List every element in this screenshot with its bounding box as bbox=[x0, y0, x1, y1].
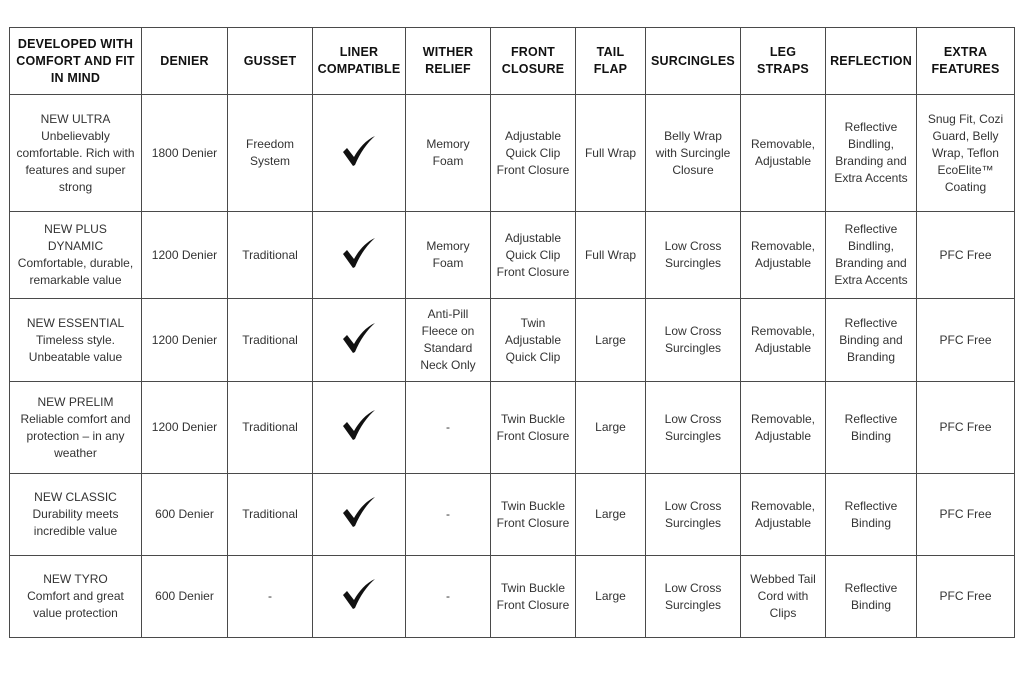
cell-surcingles: Low Cross Surcingles bbox=[646, 556, 741, 638]
cell-tail-flap: Large bbox=[576, 382, 646, 474]
header-front-closure: FRONT CLOSURE bbox=[491, 28, 576, 95]
cell-liner-compatible bbox=[313, 299, 406, 382]
table-row bbox=[10, 212, 1015, 299]
cell-denier: 1800 Denier bbox=[142, 95, 228, 212]
cell-front-closure: Twin Buckle Front Closure bbox=[491, 556, 576, 638]
cell-denier: 600 Denier bbox=[142, 474, 228, 556]
cell-leg-straps: Removable, Adjustable bbox=[741, 299, 826, 382]
checkmark-icon bbox=[341, 409, 377, 441]
header-gusset: GUSSET bbox=[228, 28, 313, 95]
checkmark-icon bbox=[341, 322, 377, 354]
table-row bbox=[10, 474, 1015, 556]
cell-liner-compatible bbox=[313, 95, 406, 212]
cell-leg-straps: Removable, Adjustable bbox=[741, 95, 826, 212]
cell-front-closure: Twin Buckle Front Closure bbox=[491, 474, 576, 556]
table-row bbox=[10, 556, 1015, 638]
checkmark-icon bbox=[341, 237, 377, 269]
cell-gusset: Traditional bbox=[228, 212, 313, 299]
checkmark-icon bbox=[341, 496, 377, 528]
cell-product: NEW TYRO Comfort and great value protection bbox=[10, 556, 142, 638]
cell-product: NEW ESSENTIAL Timeless style. Unbeatable value bbox=[10, 299, 142, 382]
comparison-table bbox=[9, 27, 1015, 638]
cell-extra-features: PFC Free bbox=[917, 556, 1015, 638]
cell-leg-straps: Removable, Adjustable bbox=[741, 474, 826, 556]
header-liner-compatible: LINER COMPATIBLE bbox=[313, 28, 406, 95]
cell-extra-features: PFC Free bbox=[917, 299, 1015, 382]
cell-front-closure: Adjustable Quick Clip Front Closure bbox=[491, 95, 576, 212]
cell-surcingles: Belly Wrap with Surcingle Closure bbox=[646, 95, 741, 212]
cell-denier: 600 Denier bbox=[142, 556, 228, 638]
cell-surcingles: Low Cross Surcingles bbox=[646, 474, 741, 556]
header-tail-flap: TAIL FLAP bbox=[576, 28, 646, 95]
cell-extra-features: Snug Fit, Cozi Guard, Belly Wrap, Teflon EcoElite™ Coating bbox=[917, 95, 1015, 212]
checkmark-icon bbox=[341, 135, 377, 167]
cell-liner-compatible bbox=[313, 212, 406, 299]
cell-reflection: Reflective Bindling, Branding and Extra Accents bbox=[826, 95, 917, 212]
cell-product: NEW ULTRA Unbelievably comfortable. Rich with features and super strong bbox=[10, 95, 142, 212]
checkmark-icon bbox=[341, 578, 377, 610]
cell-reflection: Reflective Binding bbox=[826, 474, 917, 556]
header-reflection: REFLECTION bbox=[826, 28, 917, 95]
cell-gusset: Traditional bbox=[228, 474, 313, 556]
cell-extra-features: PFC Free bbox=[917, 382, 1015, 474]
cell-product: NEW PLUS DYNAMIC Comfortable, durable, remarkable value bbox=[10, 212, 142, 299]
cell-reflection: Reflective Binding bbox=[826, 556, 917, 638]
cell-gusset: - bbox=[228, 556, 313, 638]
header-extra-features: EXTRA FEATURES bbox=[917, 28, 1015, 95]
cell-liner-compatible bbox=[313, 474, 406, 556]
cell-gusset: Traditional bbox=[228, 299, 313, 382]
cell-product: NEW CLASSIC Durability meets incredible value bbox=[10, 474, 142, 556]
cell-wither-relief: - bbox=[406, 382, 491, 474]
cell-front-closure: Twin Adjustable Quick Clip bbox=[491, 299, 576, 382]
header-surcingles: SURCINGLES bbox=[646, 28, 741, 95]
cell-tail-flap: Large bbox=[576, 556, 646, 638]
cell-denier: 1200 Denier bbox=[142, 299, 228, 382]
cell-leg-straps: Removable, Adjustable bbox=[741, 382, 826, 474]
header-product: DEVELOPED WITH COMFORT AND FIT IN MIND bbox=[10, 28, 142, 95]
cell-front-closure: Twin Buckle Front Closure bbox=[491, 382, 576, 474]
cell-front-closure: Adjustable Quick Clip Front Closure bbox=[491, 212, 576, 299]
cell-surcingles: Low Cross Surcingles bbox=[646, 299, 741, 382]
header-leg-straps: LEG STRAPS bbox=[741, 28, 826, 95]
cell-wither-relief: Anti-Pill Fleece on Standard Neck Only bbox=[406, 299, 491, 382]
cell-surcingles: Low Cross Surcingles bbox=[646, 212, 741, 299]
header-denier: DENIER bbox=[142, 28, 228, 95]
header-wither-relief: WITHER RELIEF bbox=[406, 28, 491, 95]
cell-reflection: Reflective Binding and Branding bbox=[826, 299, 917, 382]
cell-wither-relief: - bbox=[406, 474, 491, 556]
cell-reflection: Reflective Binding bbox=[826, 382, 917, 474]
cell-wither-relief: Memory Foam bbox=[406, 212, 491, 299]
cell-product: NEW PRELIM Reliable comfort and protection – in any weather bbox=[10, 382, 142, 474]
cell-leg-straps: Webbed Tail Cord with Clips bbox=[741, 556, 826, 638]
cell-surcingles: Low Cross Surcingles bbox=[646, 382, 741, 474]
table-row bbox=[10, 299, 1015, 382]
cell-gusset: Freedom System bbox=[228, 95, 313, 212]
cell-tail-flap: Full Wrap bbox=[576, 95, 646, 212]
cell-liner-compatible bbox=[313, 382, 406, 474]
header-row bbox=[10, 28, 1015, 95]
cell-reflection: Reflective Bindling, Branding and Extra Accents bbox=[826, 212, 917, 299]
cell-wither-relief: Memory Foam bbox=[406, 95, 491, 212]
cell-denier: 1200 Denier bbox=[142, 212, 228, 299]
table-row bbox=[10, 382, 1015, 474]
cell-tail-flap: Full Wrap bbox=[576, 212, 646, 299]
cell-tail-flap: Large bbox=[576, 299, 646, 382]
cell-gusset: Traditional bbox=[228, 382, 313, 474]
cell-denier: 1200 Denier bbox=[142, 382, 228, 474]
cell-extra-features: PFC Free bbox=[917, 212, 1015, 299]
cell-tail-flap: Large bbox=[576, 474, 646, 556]
cell-liner-compatible bbox=[313, 556, 406, 638]
table-row bbox=[10, 95, 1015, 212]
cell-wither-relief: - bbox=[406, 556, 491, 638]
cell-leg-straps: Removable, Adjustable bbox=[741, 212, 826, 299]
cell-extra-features: PFC Free bbox=[917, 474, 1015, 556]
